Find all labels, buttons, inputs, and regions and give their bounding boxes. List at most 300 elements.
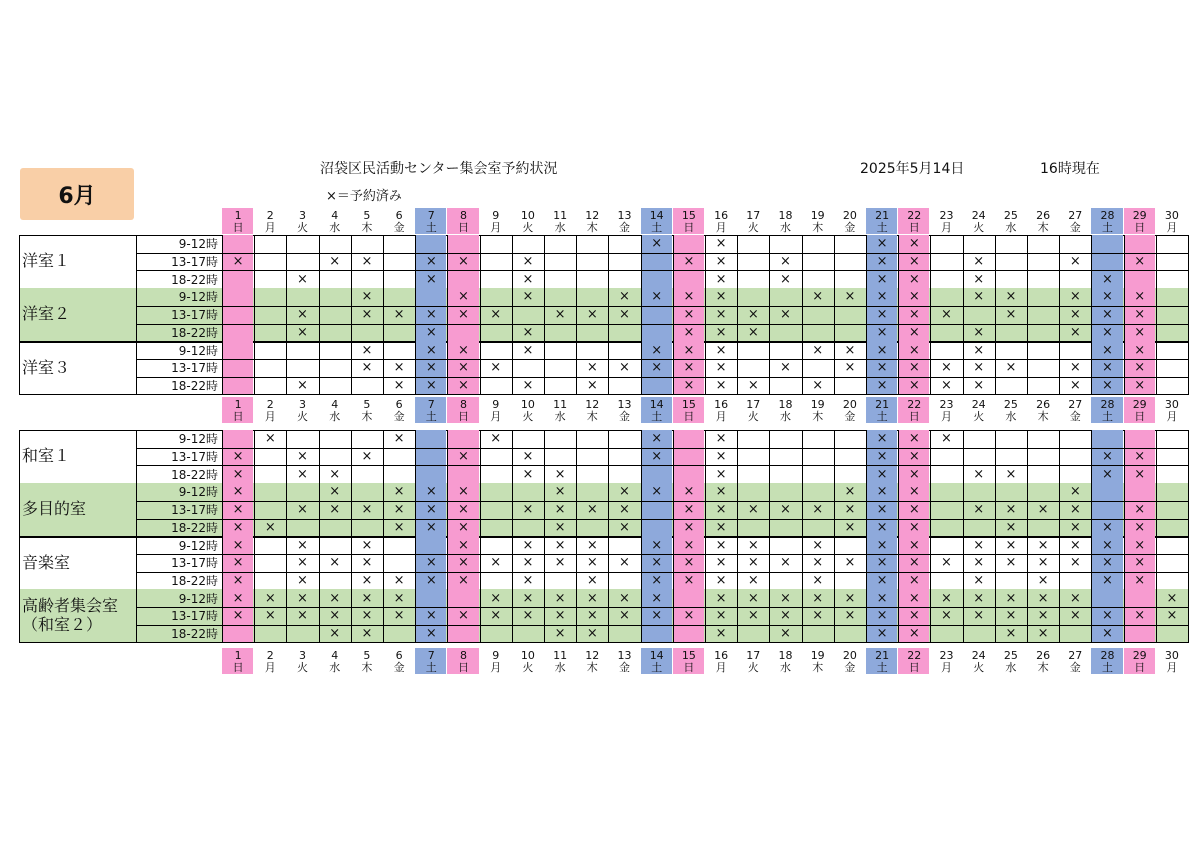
column-divider <box>19 235 20 288</box>
day-number: 1 <box>234 398 242 411</box>
weekday-label: 金 <box>844 661 856 674</box>
time-stamp: 16時現在 <box>1040 161 1100 177</box>
weekday-label: 日 <box>232 410 244 423</box>
column-divider <box>576 483 577 536</box>
column-divider <box>319 341 320 394</box>
column-divider <box>1027 288 1028 341</box>
day-number: 3 <box>298 209 306 222</box>
column-divider <box>319 288 320 341</box>
weekday-label: 火 <box>747 661 759 674</box>
reserved-mark: × <box>876 431 888 447</box>
column-divider <box>415 235 416 288</box>
column-divider <box>319 235 320 288</box>
reserved-mark: × <box>715 289 727 305</box>
page-title: 沼袋区民活動センター集会室予約状況 <box>320 161 558 177</box>
column-divider <box>286 341 287 394</box>
day-number: 19 <box>810 398 825 411</box>
column-divider <box>19 536 20 589</box>
reserved-mark: × <box>747 502 759 518</box>
reserved-mark: × <box>554 519 566 535</box>
day-number: 16 <box>714 649 729 662</box>
reserved-mark: × <box>715 236 727 252</box>
reserved-mark: × <box>425 377 437 393</box>
column-divider <box>351 589 352 642</box>
day-number: 20 <box>842 398 857 411</box>
column-divider <box>447 430 448 483</box>
reserved-mark: × <box>329 608 341 624</box>
reserved-mark: × <box>522 466 534 482</box>
reserved-mark: × <box>812 502 824 518</box>
reserved-mark: × <box>1102 324 1113 340</box>
day-number: 26 <box>1036 209 1051 222</box>
column-divider <box>136 341 137 394</box>
reserved-mark: × <box>780 590 791 606</box>
reserved-mark: × <box>232 537 244 553</box>
column-divider <box>415 341 416 394</box>
column-divider <box>1124 589 1125 642</box>
weekday-label: 月 <box>715 221 727 234</box>
reserved-mark: × <box>651 236 663 252</box>
weekday-label: 火 <box>522 410 534 423</box>
column-divider <box>1027 536 1028 589</box>
reserved-mark: × <box>425 572 437 588</box>
legend-text: ×＝予約済み <box>326 189 402 204</box>
reserved-mark: × <box>586 590 598 606</box>
reserved-mark: × <box>780 626 791 642</box>
weekday-label: 水 <box>779 410 791 423</box>
column-divider <box>222 288 223 341</box>
day-number: 13 <box>617 649 632 662</box>
time-slot-label: 18-22時 <box>171 325 218 340</box>
reserved-mark: × <box>1134 466 1146 482</box>
reserved-mark: × <box>683 342 695 358</box>
reserved-mark: × <box>908 484 920 500</box>
weekday-label: 水 <box>329 661 341 674</box>
reserved-mark: × <box>844 360 856 376</box>
column-divider <box>351 235 352 288</box>
day-number: 21 <box>875 209 890 222</box>
reserved-mark: × <box>1102 360 1113 376</box>
weekday-label: 金 <box>393 661 405 674</box>
reserved-mark: × <box>812 555 824 571</box>
day-number: 18 <box>778 398 793 411</box>
column-divider <box>963 288 964 341</box>
column-divider <box>705 288 706 341</box>
column-divider <box>512 235 513 288</box>
column-divider <box>737 589 738 642</box>
column-divider <box>898 483 899 536</box>
weekday-label: 月 <box>1166 661 1178 674</box>
column-divider <box>1188 288 1189 341</box>
column-divider <box>930 589 931 642</box>
reserved-mark: × <box>1134 324 1146 340</box>
column-divider <box>866 430 867 483</box>
reserved-mark: × <box>715 537 727 553</box>
weekday-label: 土 <box>651 410 663 423</box>
reserved-mark: × <box>393 307 405 323</box>
day-number: 18 <box>778 649 793 662</box>
column-divider <box>1188 235 1189 288</box>
row-divider <box>136 270 1188 271</box>
weekday-label: 土 <box>425 410 437 423</box>
reserved-mark: × <box>715 466 727 482</box>
column-divider <box>1091 341 1092 394</box>
weekday-label: 日 <box>1134 661 1146 674</box>
column-divider <box>447 341 448 394</box>
reserved-mark: × <box>908 590 920 606</box>
reserved-mark: × <box>232 555 244 571</box>
column-divider <box>576 536 577 589</box>
reserved-mark: × <box>1069 608 1081 624</box>
column-divider <box>222 536 223 589</box>
room-name <box>19 483 136 536</box>
day-number: 15 <box>681 649 696 662</box>
column-divider <box>1156 483 1157 536</box>
reserved-mark: × <box>973 502 985 518</box>
column-divider <box>383 235 384 288</box>
time-slot-label: 9-12時 <box>178 432 218 447</box>
reserved-mark: × <box>232 449 244 465</box>
day-number: 26 <box>1036 398 1051 411</box>
time-slot-label: 13-17時 <box>171 450 218 465</box>
column-divider <box>995 536 996 589</box>
reserved-mark: × <box>973 360 985 376</box>
reserved-mark: × <box>1037 502 1049 518</box>
reserved-mark: × <box>586 626 598 642</box>
column-divider <box>608 483 609 536</box>
reserved-mark: × <box>651 360 663 376</box>
day-number: 15 <box>681 209 696 222</box>
column-divider <box>673 235 674 288</box>
reserved-mark: × <box>876 537 888 553</box>
reserved-mark: × <box>458 342 469 358</box>
row-divider <box>136 572 1188 573</box>
reserved-mark: × <box>780 608 791 624</box>
column-divider <box>254 430 255 483</box>
weekday-label: 月 <box>940 410 952 423</box>
reserved-mark: × <box>844 502 856 518</box>
room-name <box>19 589 136 642</box>
weekday-label: 火 <box>296 410 308 423</box>
column-divider <box>136 589 137 642</box>
reserved-mark: × <box>844 289 856 305</box>
column-divider <box>866 341 867 394</box>
column-divider <box>1059 430 1060 483</box>
column-divider <box>512 536 513 589</box>
weekday-label: 日 <box>1134 221 1146 234</box>
day-number: 28 <box>1100 209 1115 222</box>
weekday-label: 火 <box>747 410 759 423</box>
weekday-label: 金 <box>393 410 405 423</box>
day-number: 27 <box>1068 398 1083 411</box>
day-number: 25 <box>1003 209 1018 222</box>
column-divider <box>1027 341 1028 394</box>
column-divider <box>673 483 674 536</box>
reserved-mark: × <box>1102 626 1113 642</box>
reserved-mark: × <box>458 307 469 323</box>
column-divider <box>963 483 964 536</box>
weekday-label: 水 <box>1005 661 1017 674</box>
column-divider <box>641 589 642 642</box>
column-divider <box>1156 536 1157 589</box>
reserved-mark: × <box>458 537 469 553</box>
reserved-mark: × <box>908 519 920 535</box>
column-divider <box>834 536 835 589</box>
day-number: 12 <box>585 649 600 662</box>
column-divider <box>608 589 609 642</box>
reserved-mark: × <box>715 608 727 624</box>
reserved-mark: × <box>1069 360 1081 376</box>
weekday-label: 水 <box>554 221 566 234</box>
time-slot-label: 18-22時 <box>171 467 218 482</box>
reserved-mark: × <box>908 324 920 340</box>
time-slot-label: 13-17時 <box>171 308 218 323</box>
column-divider <box>351 430 352 483</box>
column-divider <box>963 235 964 288</box>
column-divider <box>136 483 137 536</box>
column-divider <box>1188 536 1189 589</box>
reserved-mark: × <box>522 537 534 553</box>
reserved-mark: × <box>554 590 566 606</box>
column-divider <box>963 589 964 642</box>
column-divider <box>544 589 545 642</box>
column-divider <box>608 430 609 483</box>
reserved-mark: × <box>264 590 276 606</box>
reserved-mark: × <box>1166 608 1178 624</box>
reserved-mark: × <box>1069 555 1081 571</box>
reserved-mark: × <box>297 324 308 340</box>
reserved-mark: × <box>876 360 888 376</box>
reserved-mark: × <box>941 590 952 606</box>
column-divider <box>705 341 706 394</box>
reserved-mark: × <box>297 572 308 588</box>
weekday-label: 金 <box>844 410 856 423</box>
reserved-mark: × <box>715 590 727 606</box>
column-divider <box>544 483 545 536</box>
column-divider <box>1059 483 1060 536</box>
reserved-mark: × <box>619 360 630 376</box>
column-divider <box>769 536 770 589</box>
reserved-mark: × <box>393 572 405 588</box>
reserved-mark: × <box>297 271 308 287</box>
column-divider <box>447 235 448 288</box>
reserved-mark: × <box>1069 519 1081 535</box>
column-divider <box>608 235 609 288</box>
reserved-mark: × <box>876 572 888 588</box>
room-name-line: 洋室２ <box>22 304 71 324</box>
reserved-mark: × <box>747 324 759 340</box>
weekday-label: 土 <box>651 661 663 674</box>
reserved-mark: × <box>297 502 308 518</box>
column-divider <box>737 341 738 394</box>
weekday-label: 土 <box>651 221 663 234</box>
reserved-mark: × <box>619 307 630 323</box>
column-divider <box>512 288 513 341</box>
weekday-label: 月 <box>264 410 276 423</box>
column-divider <box>963 341 964 394</box>
column-divider <box>286 235 287 288</box>
reserved-mark: × <box>1069 537 1081 553</box>
column-divider <box>963 536 964 589</box>
weekday-label: 水 <box>329 410 341 423</box>
weekday-label: 日 <box>683 410 695 423</box>
column-divider <box>673 589 674 642</box>
column-divider <box>866 589 867 642</box>
reserved-mark: × <box>1134 519 1146 535</box>
day-number: 28 <box>1100 398 1115 411</box>
reserved-mark: × <box>458 289 469 305</box>
column-divider <box>1124 483 1125 536</box>
column-divider <box>1156 288 1157 341</box>
reserved-mark: × <box>1102 289 1113 305</box>
reserved-mark: × <box>522 254 534 270</box>
reserved-mark: × <box>458 519 469 535</box>
row-divider <box>136 625 1188 626</box>
reserved-mark: × <box>908 377 920 393</box>
reserved-mark: × <box>586 608 598 624</box>
reserved-mark: × <box>361 502 373 518</box>
reserved-mark: × <box>425 360 437 376</box>
reserved-mark: × <box>908 342 920 358</box>
reserved-mark: × <box>425 519 437 535</box>
weekday-label: 水 <box>554 661 566 674</box>
column-divider <box>963 430 964 483</box>
reserved-mark: × <box>1037 537 1049 553</box>
reserved-mark: × <box>586 572 598 588</box>
room-name <box>19 288 136 341</box>
reserved-mark: × <box>361 289 373 305</box>
reserved-mark: × <box>683 608 695 624</box>
reserved-mark: × <box>361 555 373 571</box>
day-number: 24 <box>971 398 986 411</box>
day-number: 9 <box>492 398 500 411</box>
column-divider <box>769 288 770 341</box>
column-divider <box>415 589 416 642</box>
column-divider <box>512 430 513 483</box>
column-divider <box>319 589 320 642</box>
column-divider <box>286 430 287 483</box>
column-divider <box>930 536 931 589</box>
reserved-mark: × <box>458 377 469 393</box>
reserved-mark: × <box>554 555 566 571</box>
reserved-mark: × <box>490 608 502 624</box>
weekday-label: 木 <box>361 221 373 234</box>
day-number: 28 <box>1100 649 1115 662</box>
reserved-mark: × <box>747 307 759 323</box>
column-divider <box>898 430 899 483</box>
reserved-mark: × <box>329 555 341 571</box>
column-divider <box>576 589 577 642</box>
column-divider <box>995 483 996 536</box>
row-divider <box>136 324 1188 325</box>
weekday-label: 日 <box>232 221 244 234</box>
column-divider <box>866 483 867 536</box>
reserved-mark: × <box>876 342 888 358</box>
column-divider <box>769 235 770 288</box>
weekday-label: 木 <box>1037 661 1049 674</box>
reserved-mark: × <box>1069 502 1081 518</box>
column-divider <box>222 589 223 642</box>
room-name-line: 和室１ <box>22 446 71 466</box>
day-number: 2 <box>266 398 274 411</box>
reserved-mark: × <box>297 449 308 465</box>
day-number: 18 <box>778 209 793 222</box>
reserved-mark: × <box>425 555 437 571</box>
reserved-mark: × <box>973 254 985 270</box>
weekday-label: 木 <box>361 410 373 423</box>
reserved-mark: × <box>554 307 566 323</box>
column-divider <box>1027 589 1028 642</box>
reserved-mark: × <box>715 324 727 340</box>
reserved-mark: × <box>1102 519 1113 535</box>
column-divider <box>286 536 287 589</box>
column-divider <box>254 341 255 394</box>
column-divider <box>930 341 931 394</box>
reserved-mark: × <box>1005 289 1017 305</box>
reserved-mark: × <box>393 377 405 393</box>
column-divider <box>383 589 384 642</box>
column-divider <box>705 589 706 642</box>
day-number: 20 <box>842 649 857 662</box>
column-divider <box>1156 235 1157 288</box>
reserved-mark: × <box>908 572 920 588</box>
column-divider <box>834 483 835 536</box>
day-number: 30 <box>1164 649 1179 662</box>
reserved-mark: × <box>876 236 888 252</box>
weekday-label: 月 <box>490 410 502 423</box>
reserved-mark: × <box>1102 572 1113 588</box>
column-divider <box>673 430 674 483</box>
column-divider <box>254 288 255 341</box>
reserved-mark: × <box>683 360 695 376</box>
reserved-mark: × <box>651 449 663 465</box>
day-number: 22 <box>907 649 922 662</box>
reserved-mark: × <box>393 484 405 500</box>
reserved-mark: × <box>908 626 920 642</box>
column-divider <box>898 235 899 288</box>
weekday-label: 月 <box>940 221 952 234</box>
weekday-label: 火 <box>296 221 308 234</box>
month-badge: 6月 <box>20 168 134 220</box>
column-divider <box>641 341 642 394</box>
column-divider <box>673 288 674 341</box>
day-number: 5 <box>363 649 371 662</box>
weekday-label: 月 <box>715 410 727 423</box>
reserved-mark: × <box>1134 307 1146 323</box>
column-divider <box>544 536 545 589</box>
room-name <box>19 536 136 589</box>
column-divider <box>641 430 642 483</box>
reserved-mark: × <box>876 307 888 323</box>
weekday-label: 日 <box>908 661 920 674</box>
reserved-mark: × <box>908 555 920 571</box>
reserved-mark: × <box>522 377 534 393</box>
column-divider <box>351 536 352 589</box>
day-number: 17 <box>746 649 761 662</box>
reserved-mark: × <box>1005 466 1017 482</box>
column-divider <box>351 483 352 536</box>
column-divider <box>1027 235 1028 288</box>
reserved-mark: × <box>941 360 952 376</box>
day-number: 23 <box>939 398 954 411</box>
reserved-mark: × <box>232 484 244 500</box>
weekday-label: 水 <box>779 221 791 234</box>
column-divider <box>383 430 384 483</box>
room-name-line: 洋室３ <box>22 357 71 377</box>
reserved-mark: × <box>715 431 727 447</box>
block-divider <box>19 394 1189 395</box>
column-divider <box>769 341 770 394</box>
